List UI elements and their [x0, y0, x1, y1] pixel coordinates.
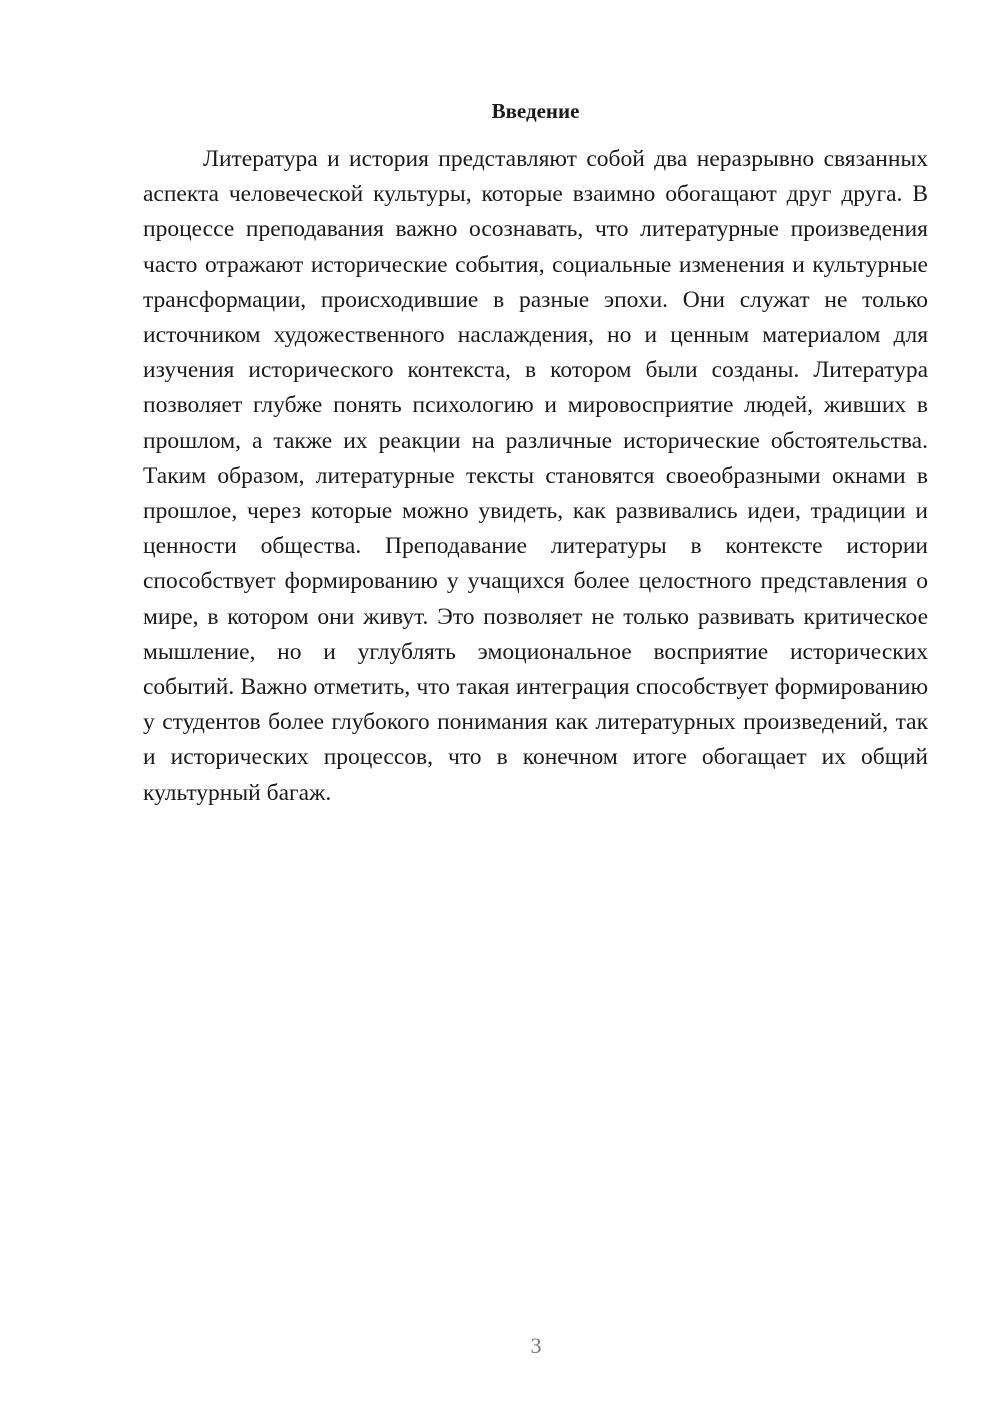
- section-heading: Введение: [491, 99, 580, 123]
- body-paragraph: Литература и история представляют собой два неразрывно связанных аспекта человеческой культуры, которые взаимно обогащают друг друга. В процессе преподавания важно осознавать, что литературные произведения часто отражают исторические события, социальные изменения и культурные трансформации, происходившие в разные эпохи. Они служат не только источником художественного наслаждения, но и ценным материалом для изучения исторического контекста, в котором были созданы. Литература позволяет глубже понять психологию и мировосприятие людей, живших в прошлом, а также их реакции на различные исторические обстоятельства. Таким образом, литературные тексты становятся своеобразными окнами в прошлое, через которые можно увидеть, как развивались идеи, традиции и ценности общества. Преподавание литературы в контексте истории способствует формированию у учащихся более целостного представления о мире, в котором они живут. Это позволяет не только развивать критическое мышление, но и углублять эмоциональное восприятие исторических событий. Важно отметить, что такая интеграция способствует формированию у студентов более глубокого понимания как литературных произведений, так и исторических процессов, что в конечном итоге обогащает их общий культурный багаж.: [143, 146, 928, 806]
- page-number: 3: [530, 1333, 542, 1358]
